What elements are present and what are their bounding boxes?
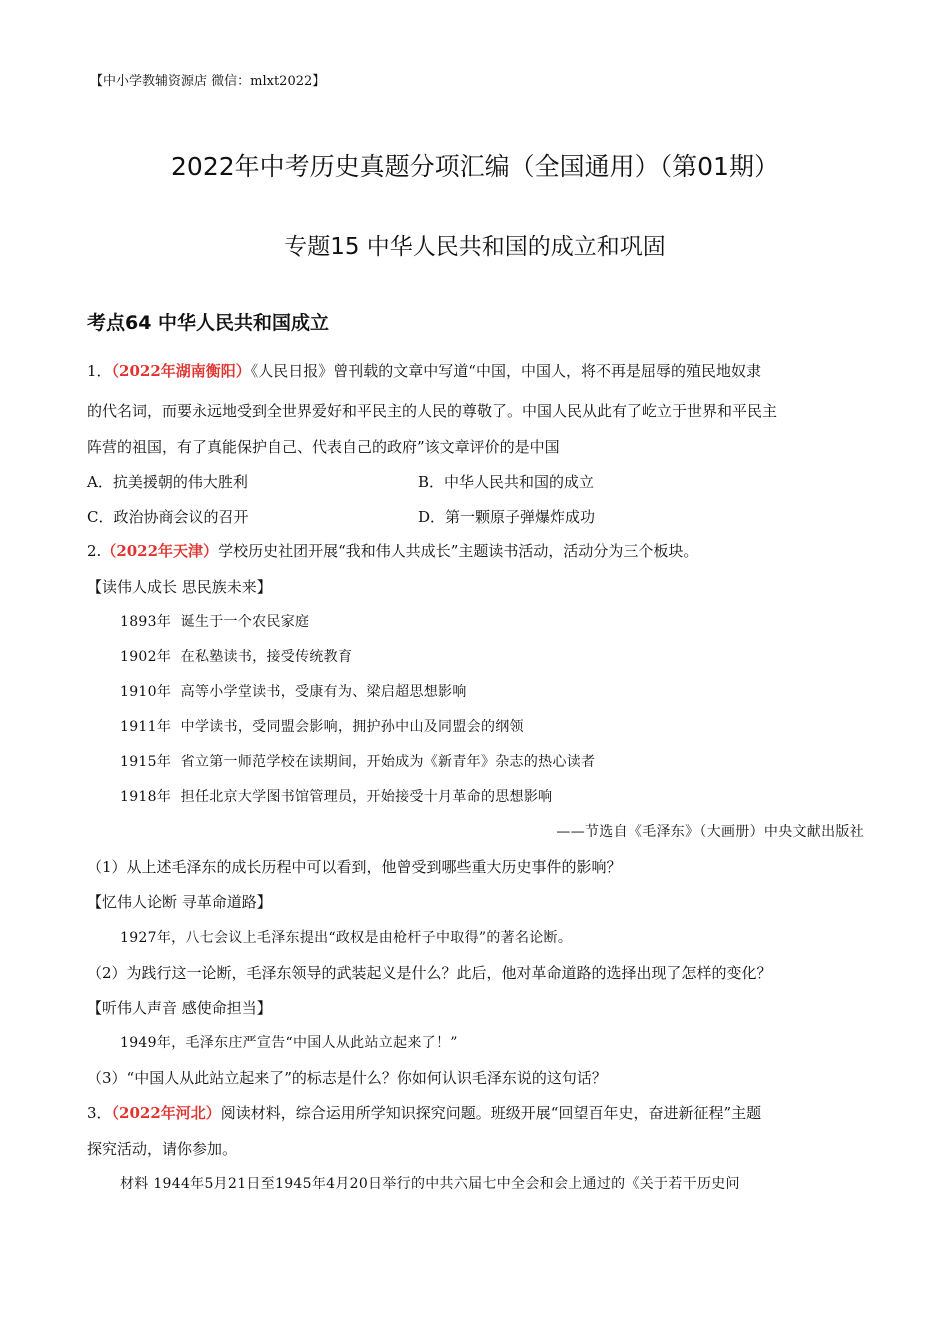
question-source: （2022年河北） [111,1104,221,1122]
question-3-line-2: 探究活动，请你参加。 [87,1140,238,1158]
timeline-row: 1915年 省立第一师范学校在读期间，开始成为《新青年》杂志的热心读者 [120,754,596,770]
question-number: 2. [87,542,102,560]
question-stem: 《人民日报》曾刊载的文章中写道“中国，中国人，将不再是屈辱的殖民地奴隶 [250,362,761,380]
question-1-line-2: 的代名词，而要永远地受到全世界爱好和平民主的人民的尊敬了。中国人民从此有了屹立于世界和平民主 [87,402,778,420]
block-3-quote: 1949年，毛泽东庄严宣告“中国人从此站立起来了！” [120,1035,458,1051]
timeline-row: 1918年 担任北京大学图书馆管理员，开始接受十月革命的思想影响 [120,789,553,805]
block-1-title: 【读伟人成长 思民族未来】 [87,578,272,596]
block-2-title: 【忆伟人论断 寻革命道路】 [87,893,272,911]
option-d: D．第一颗原子弹爆炸成功 [418,508,596,526]
timeline-row: 1902年 在私塾读书，接受传统教育 [120,649,353,665]
citation: ——节选自《毛泽东》（大画册）中央文献出版社 [556,824,864,840]
question-3-line-1 [87,1102,761,1123]
sub-question-2: （2）为践行这一论断，毛泽东领导的武装起义是什么？此后，他对革命道路的选择出现了怎样的变化？ [87,964,772,982]
question-stem: 学校历史社团开展“我和伟人共成长”主题读书活动，活动分为三个板块。 [218,542,699,560]
option-b: B．中华人民共和国的成立 [418,473,595,491]
material-text: 材料 1944年5月21日至1945年4月20日举行的中共六届七中全会和会上通过的《关于若干历史问 [120,1176,740,1192]
question-1-line-3: 阵营的祖国，有了真能保护自己、代表自己的政府”该文章评价的是中国 [87,438,560,456]
timeline-row: 1893年 诞生于一个农民家庭 [120,614,310,630]
page-title: 2022年中考历史真题分项汇编（全国通用）（第01期） [171,152,779,181]
block-2-quote: 1927年，八七会议上毛泽东提出“政权是由枪杆子中取得”的著名论断。 [120,930,573,946]
timeline-row: 1910年 高等小学堂读书，受康有为、梁启超思想影响 [120,684,467,700]
section-heading: 考点64 中华人民共和国成立 [87,312,330,334]
question-source: （2022年天津） [101,542,219,560]
option-a: A．抗美援朝的伟大胜利 [87,473,248,491]
timeline-row: 1911年 中学读书，受同盟会影响，拥护孙中山及同盟会的纲领 [120,719,524,735]
question-source: （2022年湖南衡阳） [111,362,251,380]
block-3-title: 【听伟人声音 感使命担当】 [87,999,272,1017]
topic-subtitle: 专题15 中华人民共和国的成立和巩固 [284,234,666,260]
question-1-line-1 [87,360,761,381]
sub-question-3: （3）“中国人从此站立起来了”的标志是什么？你如何认识毛泽东说的这句话？ [87,1069,607,1087]
question-number: 3． [87,1104,112,1122]
sub-question-1: （1）从上述毛泽东的成长历程中可以看到，他曾受到哪些重大历史事件的影响？ [87,858,622,876]
header-note: 【中小学教辅资源店 微信：mlxt2022】 [90,74,326,89]
question-2-line-1 [87,540,698,561]
option-c: C．政治协商会议的召开 [87,508,249,526]
question-stem: 阅读材料，综合运用所学知识探究问题。班级开展“回望百年史，奋进新征程”主题 [220,1104,762,1122]
question-number: 1． [87,362,112,380]
